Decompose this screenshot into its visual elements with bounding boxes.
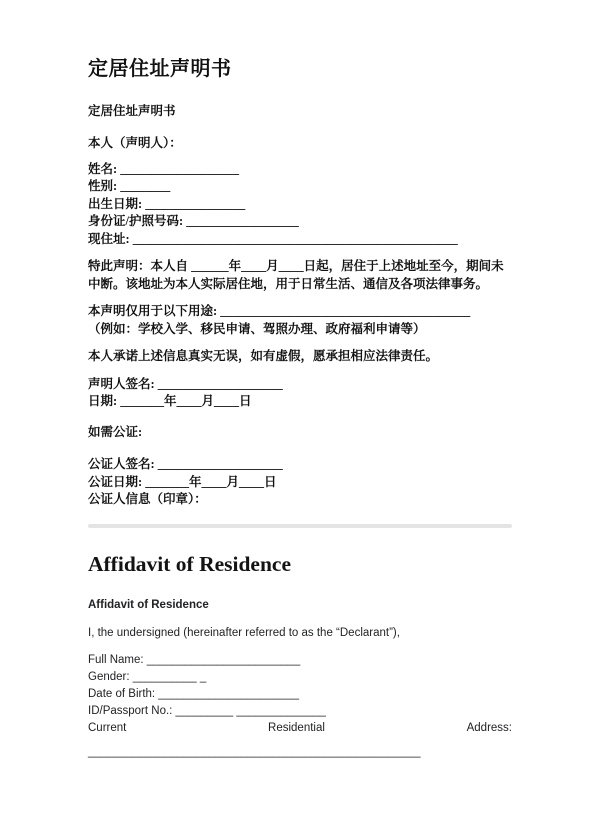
cn-title: 定居住址声明书 <box>88 58 232 80</box>
cn-notary-block <box>88 456 512 509</box>
cn-declarant-signature-line: 声明人签名: ____________________ <box>88 376 283 391</box>
cn-declarant-intro: 本人（声明人）： <box>88 136 182 150</box>
cn-promise-statement: 本人承诺上述信息真实无误，如有虚假，愿承担相应法律责任。 <box>88 349 439 363</box>
en-id-passport-field-line: ID/Passport No.: _________ ______________ <box>88 704 326 717</box>
cn-purpose-field-line: 本声明仅用于以下用途: ________________________________________ <box>88 304 471 318</box>
en-subtitle: Affidavit of Residence <box>88 598 209 611</box>
cn-signature-block <box>88 376 512 411</box>
cn-date-line: 日期: _______年____月____日 <box>88 394 252 408</box>
cn-dob-field-line: 出生日期: ________________ <box>88 196 246 211</box>
cn-name-field-line: 姓名: ___________________ <box>88 161 240 176</box>
cn-purpose-examples: （例如：学校入学、移民申请、驾照办理、政府福利申请等） <box>88 321 426 336</box>
cn-current-address-field-line: 现住址: ____________________________________________________ <box>88 231 458 246</box>
cn-gender-field-line: 性别: ________ <box>88 179 171 193</box>
cn-declaration-paragraph: 特此声明：本人自 ______年____月____日起，居住于上述地址至今，期间未中断。该地址为本人实际居住地，用于日常生活、通信及各项法律事务。 <box>88 259 504 291</box>
en-declarant-intro: I, the undersigned (hereinafter referred to as the “Declarant”), <box>88 626 400 639</box>
en-address-word-current: Current <box>88 721 127 734</box>
english-section <box>88 552 512 761</box>
en-address-word-address: Address: <box>466 721 512 734</box>
cn-notary-date-line: 公证日期: _______年____月____日 <box>88 474 277 489</box>
en-dob-field-line: Date of Birth: ______________________ <box>88 687 300 700</box>
cn-id-passport-field-line: 身份证/护照号码: __________________ <box>88 214 299 228</box>
chinese-section <box>88 57 512 509</box>
en-fullname-field-line: Full Name: ________________________ <box>88 653 301 666</box>
cn-notary-info-line: 公证人信息（印章）： <box>88 492 207 506</box>
cn-notary-heading: 如需公证: <box>88 424 143 439</box>
cn-subtitle: 定居住址声明书 <box>88 104 176 118</box>
en-address-label-row <box>88 720 512 737</box>
section-divider <box>88 524 512 528</box>
en-gender-field-line: Gender: __________ _ <box>88 670 207 683</box>
en-address-blank-line: ____________________________________________________ <box>88 745 421 758</box>
cn-purpose-block <box>88 303 512 338</box>
cn-notary-signature-line: 公证人签名: ____________________ <box>88 457 283 471</box>
en-title: Affidavit of Residence <box>88 551 292 576</box>
en-identity-fields <box>88 652 512 720</box>
en-address-word-residential: Residential <box>268 721 325 734</box>
cn-identity-fields <box>88 161 512 249</box>
